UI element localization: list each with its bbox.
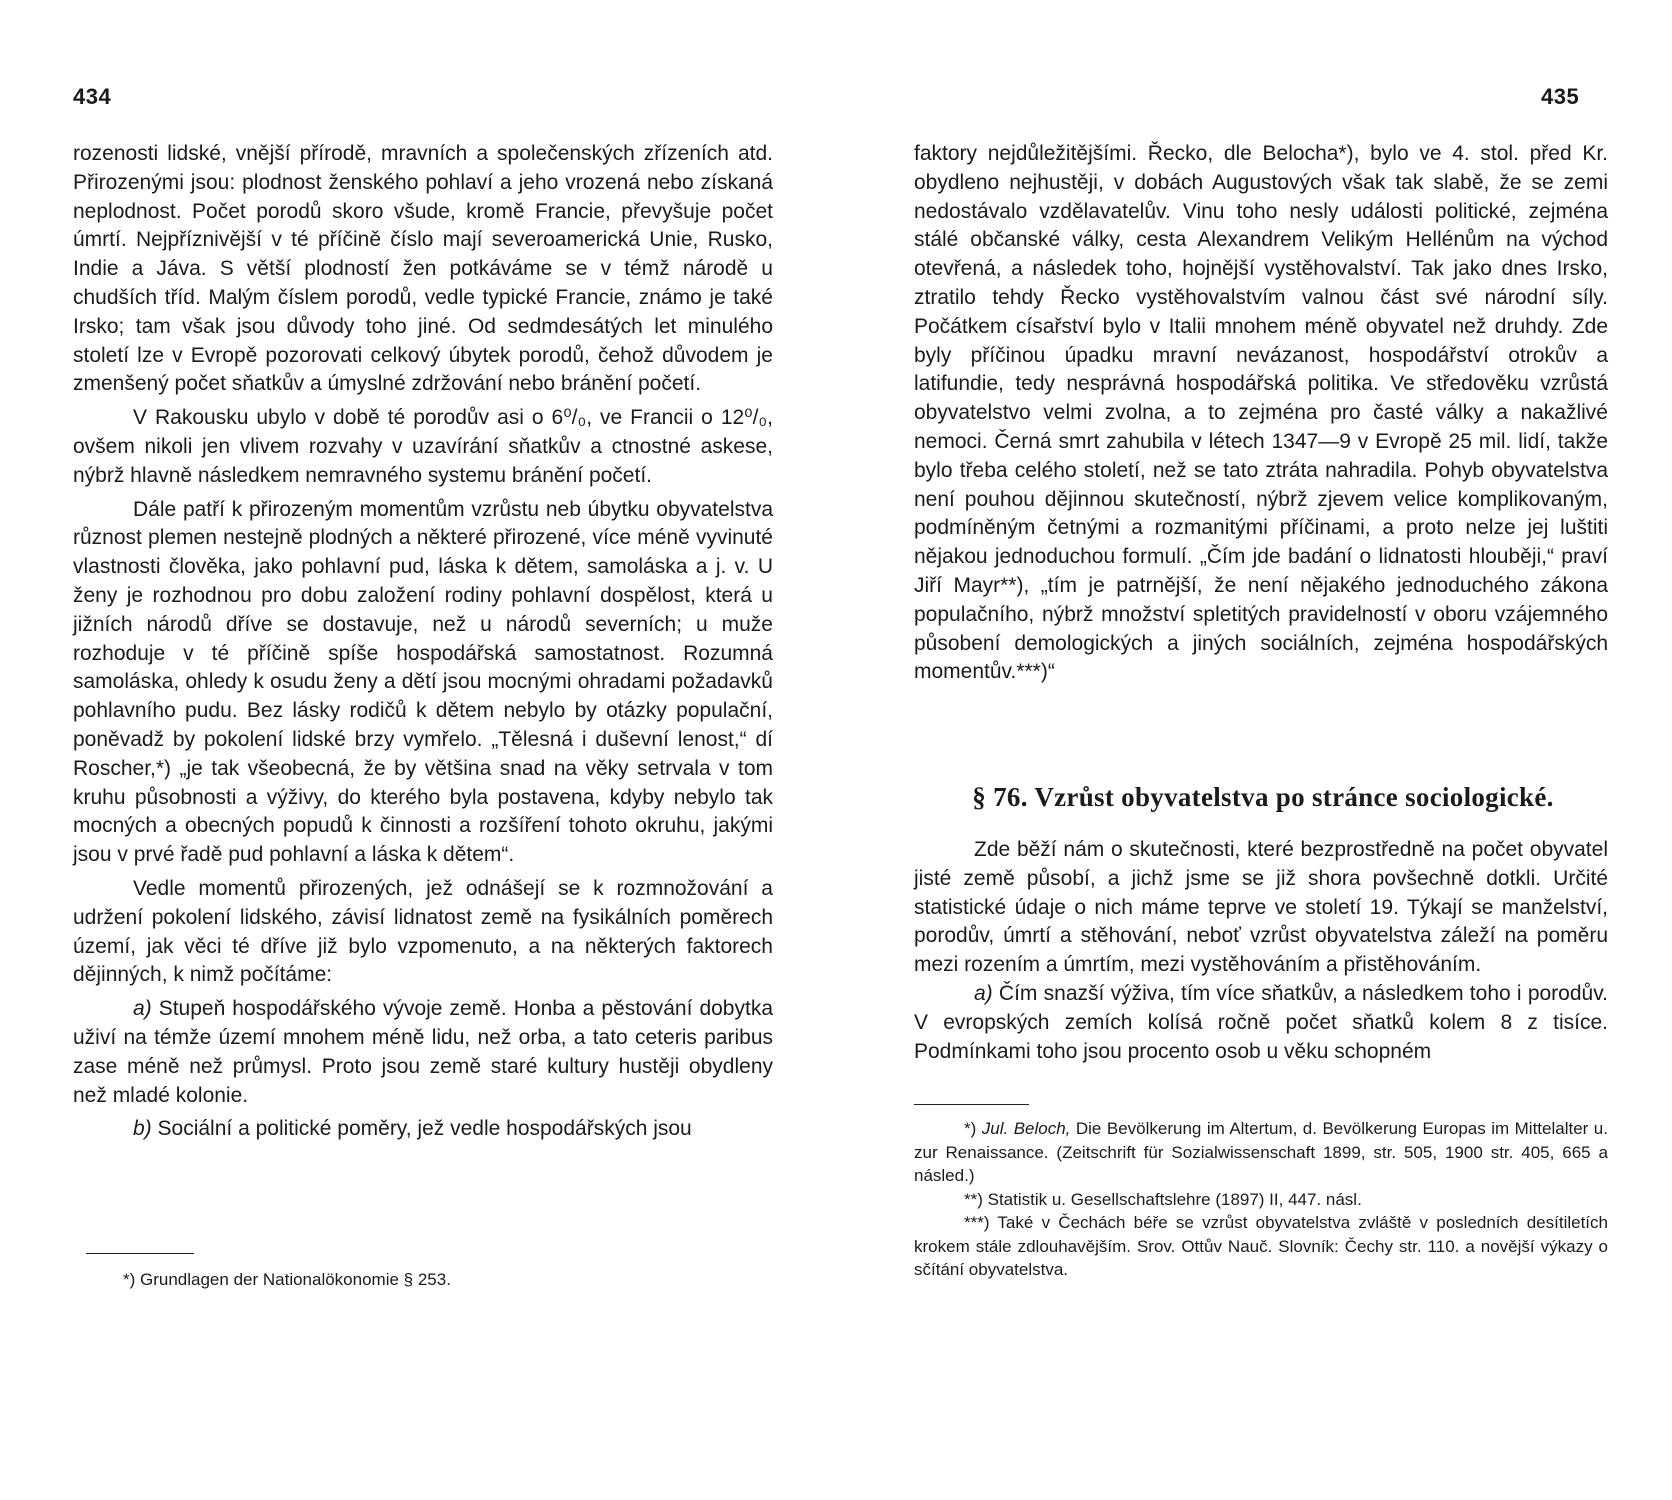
right-footnote-2: **) Statistik u. Gesellschaftslehre (1897) II, 447. násl.	[964, 1189, 1362, 1209]
right-page-section-body	[914, 836, 1608, 1066]
left-paragraph-3: Dále patří k přirozeným momentům vzrůstu neb úbytku obyvatelstva různost plemen nestejně plodných a některé přirozené, více méně vyvinuté vlastnosti člověka, jako pohlavní pud, láska k dětem, samoláska a j. v. U ženy je rozhodnou pro dobu založení rodiny pohlavní dospělost, která u jižních národů dříve se dostavuje, než u národů severních; u muže rozhoduje v té příčině spíše hospodářská samostatnost. Rozumná samoláska, ohledy k osudu ženy a dětí jsou mocnými ohradami požadavků pohlavního pudu. Bez lásky rodičů k dětem nebylo by otázky populační, poněvadž by pokolení lidské brzy vymřelo. „Tělesná i duševní lenost,“ dí Roscher,*) „je tak všeobecná, že by většina snad na věky setrvala v tom kruhu působnosti a výživy, do kterého byla postavena, kdyby nebylo tak mocných a obecných popudů k činnosti a rozšíření tohoto okruhu, jakými jsou v prvé řadě pud pohlavní a láska k dětem“.	[73, 497, 773, 867]
left-paragraph-1: rozenosti lidské, vnější přírodě, mravních a společenských zřízeních atd. Přirozenými jsou: plodnost ženského pohlaví a jeho vrozená nebo získaná neplodnost. Počet porodů skoro všude, kromě Francie, převyšuje počet úmrtí. Nejpříznivější v té příčině číslo mají severoamerická Unie, Rusko, Indie a Jáva. S větší plodností žen potkáváme se v témž národě u chudších tříd. Malým číslem porodů, vedle typické Francie, známo je také Irsko; tam však jsou důvody toho jiné. Od sedmdesátých let minulého století lze v Evropě pozorovati celkový úbytek porodů, čehož důvodem je zmenšený počet sňatkův a úmyslné zdržování nebo bránění početí.	[73, 142, 773, 396]
section-heading: § 76. Vzrůst obyvatelstva po stránce sociologické.	[972, 782, 1554, 812]
right-paragraph-2: Zde běží nám o skutečnosti, které bezprostředně na počet obyvatel jisté země působí, a jichž jsme se již shora povšechně dotkli. Určité statistické údaje o nich máme teprve ve století 19. Týkají se manželství, porodův, úmrtí a stěhování, neboť vzrůst obyvatelstva záleží na poměru mezi rozením a úmrtím, mezi vystěhováním a přistěhováním.	[914, 838, 1608, 977]
left-paragraph-2: V Rakousku ubylo v době té porodův asi o 6⁰/₀, ve Francii o 12⁰/₀, ovšem nikoli jen vlivem rozvahy v uzavírání sňatkův a ctnostné askese, nýbrž hlavně následkem nemravného systemu bránění početí.	[73, 406, 773, 487]
left-item-a	[73, 995, 773, 1110]
right-item-a-text: Čím snazší výživa, tím více sňatkův, a následkem toho i porodův. V evropských zemích kolísá ročně počet sňatků kolem 8 z tisíce. Podmínkami toho jsou procento osob u věku schopném	[914, 981, 1608, 1063]
right-page-body	[914, 140, 1608, 687]
left-page-number: 434	[73, 84, 112, 109]
right-footnote-divider	[914, 1104, 1029, 1105]
left-paragraph-4: Vedle momentů přirozených, jež odnášejí se k rozmnožování a udržení pokolení lidského, závisí lidnatost země na fysikálních poměrech území, jak věci té dříve již bylo vzpomenuto, a na některých faktorech dějinných, k nimž počítáme:	[73, 876, 773, 987]
left-item-a-label: a)	[133, 997, 152, 1021]
right-item-a-label: a)	[974, 981, 993, 1005]
right-footnote-1-mark: *)	[964, 1119, 977, 1138]
left-item-b-text: Sociální a politické poměry, jež vedle hospodářských jsou	[151, 1117, 692, 1141]
left-footnote-divider	[86, 1253, 194, 1254]
left-page-body	[73, 140, 773, 1144]
left-footnotes	[73, 1268, 773, 1292]
right-page-number: 435	[1541, 84, 1580, 109]
right-item-a	[914, 980, 1608, 1066]
right-footnote-1	[914, 1117, 1608, 1188]
right-paragraph-1: faktory nejdůležitějšími. Řecko, dle Belocha*), bylo ve 4. stol. před Kr. obydleno nejhustěji, v dobách Augustových však tak slabě, že se zemi nedostávalo vzdělavatelův. Vinu toho nesly události politické, zejména stálé občanské války, cesta Alexandrem Velikým Hellénům na východ otevřená, a následek toho, hojnější vystěhovalství. Tak jako dnes Irsko, ztratilo tehdy Řecko vystěhovalstvím valnou část své národní síly. Počátkem císařství bylo v Italii mnohem méně obyvatel než druhdy. Zde byly příčinou úpadku mravní nevázanost, hospodářství otrokův a latifundie, tedy nesprávná hospodářská politika. Ve středověku vzrůstá obyvatelstvo velmi zvolna, a to zejména pro časté války a nakažlivé nemoci. Černá smrt zahubila v létech 1347—9 v Evropě 25 mil. lidí, takže bylo třeba celého století, než se tato ztráta nahradila. Pohyb obyvatelstva není pouhou dějinnou skutečností, nýbrž zjevem velice komplikovaným, podmíněným četnými a rozmanitými příčinami, a proto nelze jej luštiti nějakou jednoduchou formulí. „Čím jde badání o lidnatosti hlouběji,“ praví Jiří Mayr**), „tím je patrnější, že není nějakého jednoduchého zákona populačního, nýbrž množství spletitých pravidelností v oboru vzájemného působení demologických a jiných sociálních, zejména hospodářských momentův.***)“	[914, 142, 1608, 684]
right-footnote-1-text: Die Bevölkerung im Altertum, d. Bevölkerung Europas im Mittelalter u. zur Renaissance. (Zeitschrift für Sozialwissenschaft 1899, str. 505, 1900 str. 405, 665 a násled.)	[914, 1119, 1608, 1185]
right-footnote-3: ***) Také v Čechách béře se vzrůst obyvatelstva zvláště v posledních desítiletích krokem stále zdlouhavějším. Srov. Ottův Nauč. Slovník: Čechy str. 110. a novější výkazy o sčítání obyvatelstva.	[914, 1213, 1608, 1279]
right-footnotes	[914, 1117, 1608, 1282]
left-item-b	[73, 1115, 773, 1144]
right-footnote-1-author: Jul. Beloch,	[981, 1119, 1071, 1138]
left-footnote-1: *) Grundlagen der Nationalökonomie § 253.	[123, 1270, 451, 1289]
left-item-b-label: b)	[133, 1117, 152, 1141]
left-item-a-text: Stupeň hospodářského vývoje země. Honba a pěstování dobytka uživí na témže území mnohem méně lidu, než orba, a tato ceteris paribus zase méně než průmysl. Proto jsou země staré kultury hustěji obydleny než mladé kolonie.	[73, 997, 773, 1107]
